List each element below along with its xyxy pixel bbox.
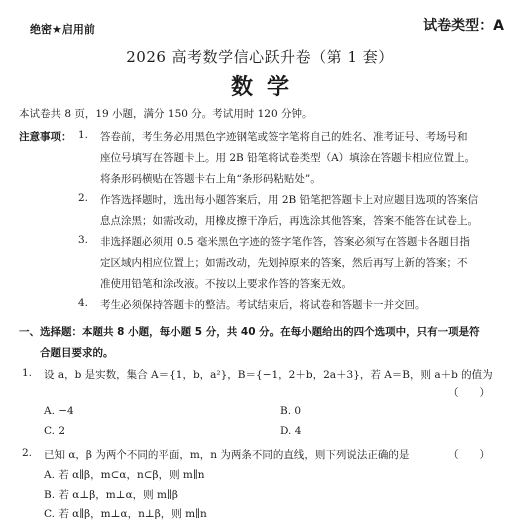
question-2-answer-paren: （ ） [448, 449, 490, 461]
question-2-option-a: A. 若 α∥β，m⊂α，n⊂β，则 m∥n [44, 469, 205, 481]
secret-label: 绝密★启用前 [30, 23, 95, 36]
notice-label: 注意事项： [19, 131, 72, 143]
question-1-number: 1. [22, 367, 33, 379]
question-2-stem: 已知 α，β 为两个不同的平面，m，n 为两条不同的直线，则下列说法正确的是 [44, 449, 410, 461]
paper-type-label: 试卷类型：A [423, 18, 504, 34]
notice-item-1-line-3: 将条形码横贴在答题卡右上角“条形码粘贴处”。 [100, 173, 321, 185]
notice-item-4-line-1: 考生必须保持答题卡的整洁。考试结束后，将试卷和答题卡一并交回。 [100, 299, 426, 311]
notice-item-3-number: 3. [78, 234, 89, 246]
section-title-line-1: 一、选择题：本题共 8 小题，每小题 5 分，共 40 分。在每小题给出的四个选项中，只有一项是符 [19, 326, 480, 338]
notice-item-3-line-3: 准使用铅笔和涂改液。不按以上要求作答的答案无效。 [100, 278, 352, 290]
notice-item-1-line-1: 答卷前，考生务必用黑色字迹钢笔或签字笔将自己的姓名、准考证号、考场号和 [100, 131, 468, 143]
question-1-option-a: A. −4 [44, 405, 74, 417]
notice-item-4-number: 4. [78, 297, 89, 309]
section-title-line-2: 合题目要求的。 [40, 347, 114, 359]
exam-info: 本试卷共 8 页，19 小题，满分 150 分。考试用时 120 分钟。 [19, 108, 313, 120]
notice-item-1-line-2: 座位号填写在答题卡上。用 2B 铅笔将试卷类型（A）填涂在答题卡相应位置上。 [100, 152, 476, 164]
question-1-option-d: D. 4 [280, 425, 302, 437]
notice-item-3-line-1: 非选择题必须用 0.5 毫米黑色字迹的签字笔作答，答案必须写在答题卡各题目指 [100, 236, 470, 248]
notice-item-1-number: 1. [78, 129, 89, 141]
question-1-option-c: C. 2 [44, 425, 66, 437]
question-1-option-b: B. 0 [280, 405, 302, 417]
question-2-option-b: B. 若 α⊥β，m⊥α，则 m∥β [44, 489, 178, 501]
question-2-number: 2. [22, 447, 33, 459]
subject-title: 数学 [230, 75, 303, 100]
notice-item-2-line-2: 息点涂黑；如需改动，用橡皮擦干净后，再选涂其他答案，答案不能答在试卷上。 [100, 215, 478, 227]
notice-item-3-line-2: 定区域内相应位置上；如需改动，先划掉原来的答案，然后再写上新的答案；不 [100, 257, 468, 269]
question-1-stem: 设 a，b 是实数，集合 A＝{1，b，a²}，B＝{−1，2＋b，2a＋3}，若 A＝B，则 a＋b 的值为 [44, 369, 493, 381]
question-2-option-c: C. 若 α∥β，m⊥α，n⊥β，则 m∥n [44, 508, 207, 520]
question-1-answer-paren: （ ） [448, 387, 490, 399]
exam-title: 2026 高考数学信心跃升卷（第 1 套） [126, 48, 394, 66]
notice-item-2-number: 2. [78, 192, 89, 204]
notice-item-2-line-1: 作答选择题时，选出每小题答案后，用 2B 铅笔把答题卡上对应题目选项的答案信 [100, 194, 479, 206]
